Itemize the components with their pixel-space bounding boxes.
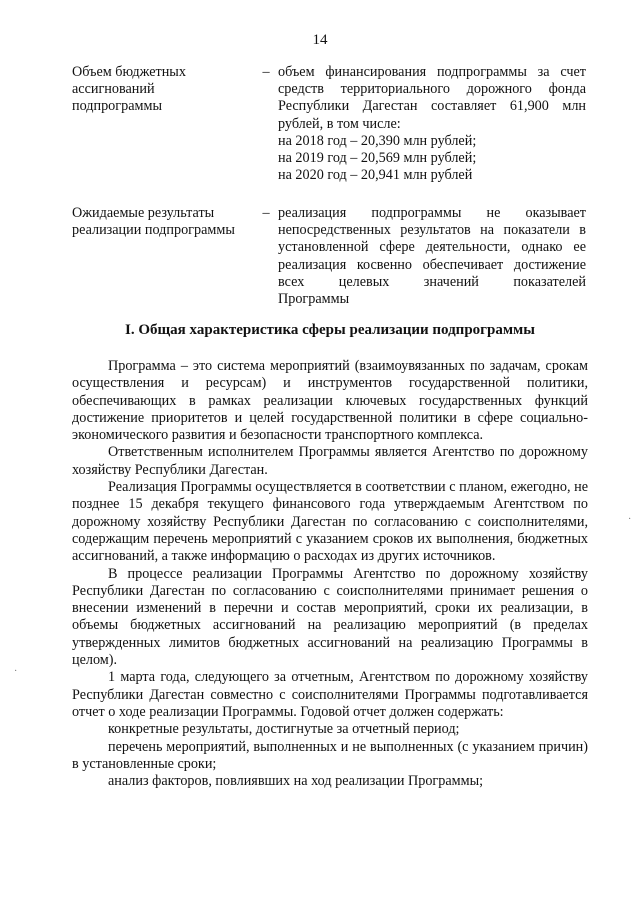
results-label: [72, 205, 252, 239]
results-label-line: Ожидаемые результаты: [72, 205, 215, 221]
results-value-line: Программы: [278, 291, 350, 308]
scan-mark: ·: [628, 514, 632, 525]
results-value-line: всех целевых значений показателей: [278, 273, 586, 290]
paragraph: перечень мероприятий, выполненных и не выполненных (с указанием причин) в установленные сроки;: [72, 738, 588, 772]
paragraph: анализ факторов, повлиявших на ход реализации Программы;: [108, 773, 484, 790]
budget-label-line: подпрограммы: [72, 98, 162, 115]
budget-dash: –: [262, 64, 270, 80]
paragraph: 1 марта года, следующего за отчетным, Агентством по дорожному хозяйству Республики Дагестан совместно с соисполнителями Программы подготавливается отчет о ходе реализации Программы. Годовой отчет должен содержать:: [72, 669, 588, 720]
results-label-line: реализации подпрограммы: [72, 222, 235, 239]
budget-value-line: на 2018 год – 20,390 млн рублей;: [278, 132, 477, 149]
results-value-line: непосредственных результатов на показатели в: [278, 222, 586, 239]
paragraph: Ответственным исполнителем Программы является Агентство по дорожному хозяйству Республики Дагестан.: [72, 444, 588, 478]
results-value: [278, 205, 586, 308]
budget-label-line: ассигнований: [72, 81, 155, 98]
body-text: [72, 358, 588, 790]
paragraph: В процессе реализации Программы Агентство по дорожному хозяйству Республики Дагестан по согласованию с соисполнителями принимает решения о внесении изменений в перечни и состав мероприятий, сроки их реализации, в объемы бюджетных ассигнований на реализацию мероприятий (в пределах утвержденных лимитов бюджетных ассигнований на реализацию Программы в целом).: [72, 565, 588, 669]
budget-value-line: объем финансирования подпрограммы за счет: [278, 64, 586, 80]
results-value-line: установленной сфере деятельности, однако ее: [278, 239, 586, 256]
budget-label-line: Объем бюджетных: [72, 64, 186, 80]
budget-value-line: рублей, в том числе:: [278, 115, 401, 132]
budget-value: [278, 64, 586, 184]
page-number: 14: [312, 32, 328, 48]
results-value-line: реализация косвенно обеспечивает достижение: [278, 256, 586, 273]
budget-value-line: на 2019 год – 20,569 млн рублей;: [278, 150, 477, 167]
budget-label: [72, 64, 252, 116]
results-value-line: реализация подпрограммы не оказывает: [278, 205, 586, 221]
section-heading: I. Общая характеристика сферы реализации подпрограммы: [125, 322, 535, 338]
results-dash: –: [262, 205, 270, 221]
budget-value-line: Республики Дагестан составляет 61,900 млн: [278, 98, 586, 115]
scan-mark: ·: [14, 666, 18, 677]
paragraph: Реализация Программы осуществляется в соответствии с планом, ежегодно, не позднее 15 декабря текущего финансового года утверждаемым Агентством по дорожному хозяйству Республики Дагестан по согласованию с соисполнителями, содержащим перечень мероприятий с указанием сроков их выполнения, бюджетных ассигнований, а также информацию о расходах из других источников.: [72, 479, 588, 565]
paragraph: конкретные результаты, достигнутые за отчетный период;: [108, 721, 460, 738]
budget-value-line: на 2020 год – 20,941 млн рублей: [278, 167, 473, 184]
paragraph: Программа – это система мероприятий (взаимоувязанных по задачам, срокам осуществления и ресурсам) и инструментов государственной политики, обеспечивающих в рамках реализации ключевых государственных функций достижение приоритетов и целей государственной политики в сфере социально-экономического развития и безопасности транспортного комплекса.: [72, 358, 588, 444]
budget-value-line: средств территориального дорожного фонда: [278, 81, 586, 98]
